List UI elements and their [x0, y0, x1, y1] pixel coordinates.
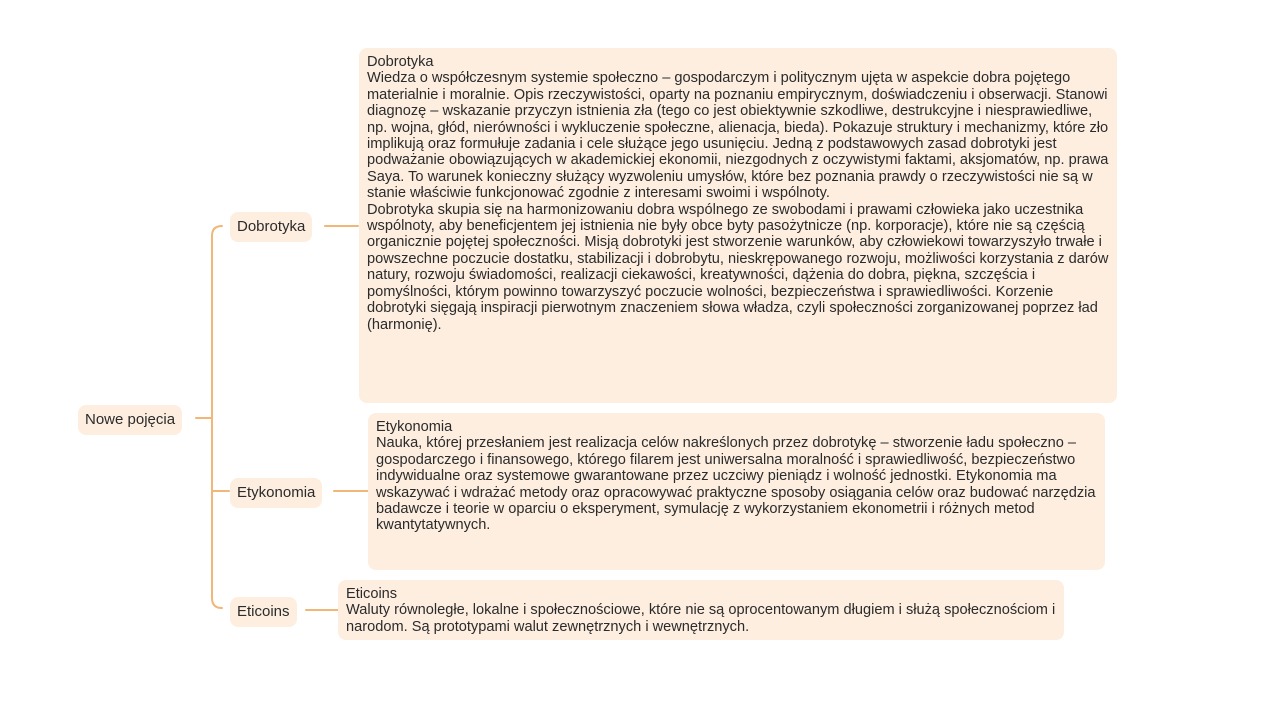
connector-spine [212, 226, 222, 608]
root-label: Nowe pojęcia [85, 411, 176, 428]
detail-node-dobrotyka[interactable] [359, 48, 1117, 403]
branch-node-eticoins[interactable] [230, 597, 297, 627]
root-node[interactable] [78, 405, 182, 435]
detail-paragraph: Wiedza o współczesnym systemie społeczno – gospodarczym i politycznym ujęta w aspekcie dobra pojętego materialnie i moralnie. Opis rzeczywistości, oparty na poznaniu empirycznym, doświadczeniu i obserwacji. Stanowi diagnozę – wskazanie przyczyn istnienia zła (tego co jest obiektywnie szkodliwe, destrukcyjne i niesprawiedliwe, np. wojna, głód, nierówności i wykluczenie społeczne, alienacja, bieda). Pokazuje struktury i mechanizmy, które zło implikują oraz formułuje zadania i cele służące jego usunięciu. Jedną z podstawowych zasad dobrotyki jest podważanie obowiązujących w akademickiej ekonomii, niezgodnych z oczywistymi faktami, aksjomatów, np. prawa Saya. To warunek konieczny służący wyzwoleniu umysłów, które bez poznania prawdy o rzeczywistości nie są w stanie właściwie funkcjonować zgodnie z interesami swoimi i wspólnoty. [367, 70, 1109, 202]
detail-title: Dobrotyka [367, 54, 434, 70]
detail-paragraph: Dobrotyka skupia się na harmonizowaniu dobra wspólnego ze swobodami i prawami człowieka jako uczestnika wspólnoty, aby beneficjentem jej istnienia nie były obce byty pasożytnicze (np. korporacje), które nie są częścią organicznie pojętej społeczności. Misją dobrotyki jest stworzenie warunków, aby człowiekowi towarzyszyło trwałe i powszechne poczucie dostatku, stabilizacji i dobrobytu, nieskrępowanego rozwoju, możliwości korzystania z darów natury, rozwoju świadomości, realizacji ciekawości, kreatywności, dążenia do dobra, piękna, szczęścia i pomyślności, którym powinno towarzyszyć poczucie wolności, bezpieczeństwa i sprawiedliwości. Korzenie dobrotyki sięgają inspiracji pierwotnym znaczeniem słowa władza, czyli społeczności zorganizowanej poprzez ład (harmonię). [367, 201, 1109, 333]
branch-label: Eticoins [237, 603, 290, 620]
detail-title: Eticoins [346, 586, 398, 602]
branch-label: Dobrotyka [237, 218, 306, 235]
branch-node-dobrotyka[interactable] [230, 212, 312, 242]
detail-paragraph: Nauka, której przesłaniem jest realizacja celów nakreślonych przez dobrotykę – stworzenie ładu społeczno – gospodarczego i finansowego, którego filarem jest uniwersalna moralność i sprawiedliwość, bezpieczeństwo indywidualne oraz systemowe gwarantowane przez uczciwy pieniądz i wolność jednostki. Etykonomia ma wskazywać i wdrażać metody oraz opracowywać praktyczne sposoby osiągania celów oraz budować narzędzia badawcze i teorie w oparciu o eksperyment, symulację z wykorzystaniem ekonometrii i różnych metod kwantytatywnych. [376, 435, 1096, 534]
detail-node-etykonomia[interactable] [368, 413, 1105, 570]
detail-paragraph: Waluty równoległe, lokalne i społecznościowe, które nie są oprocentowanym długiem i służą społecznościom i narodom. Są prototypami walut zewnętrznych i wewnętrznych. [346, 602, 1056, 635]
branch-node-etykonomia[interactable] [230, 478, 322, 508]
detail-node-eticoins[interactable] [338, 580, 1064, 640]
detail-title: Etykonomia [376, 419, 453, 435]
branch-label: Etykonomia [237, 484, 316, 501]
